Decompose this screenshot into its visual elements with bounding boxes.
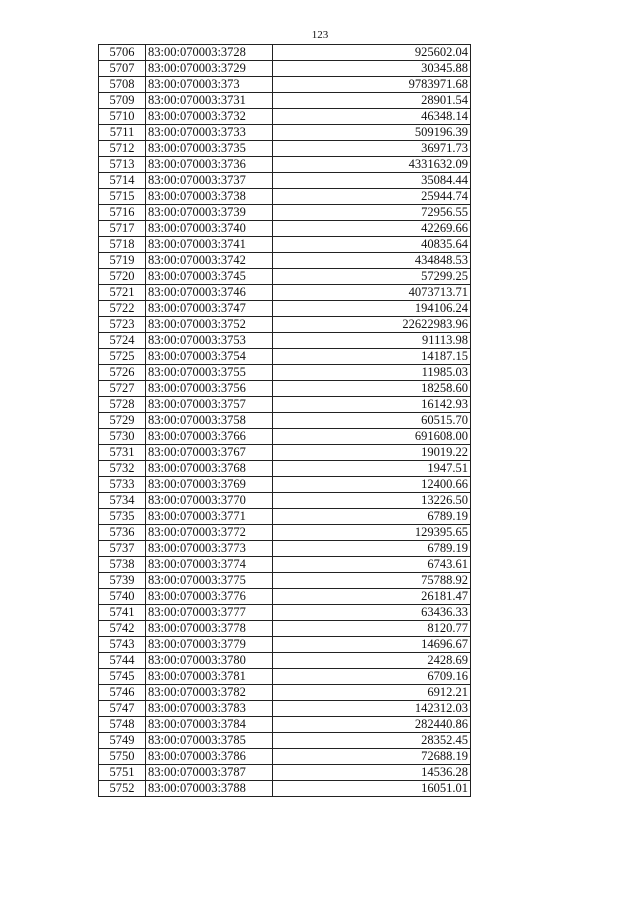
value-cell: 1947.51 <box>273 461 471 477</box>
table-row <box>99 525 471 541</box>
value-cell: 142312.03 <box>273 701 471 717</box>
row-number-cell: 5714 <box>99 173 146 189</box>
table-row <box>99 445 471 461</box>
row-number-cell: 5728 <box>99 397 146 413</box>
row-number-cell: 5748 <box>99 717 146 733</box>
table-row <box>99 397 471 413</box>
value-cell: 14696.67 <box>273 637 471 653</box>
row-number-cell: 5711 <box>99 125 146 141</box>
table-row <box>99 173 471 189</box>
row-number-cell: 5737 <box>99 541 146 557</box>
row-number-cell: 5726 <box>99 365 146 381</box>
value-cell: 16051.01 <box>273 781 471 797</box>
value-cell: 9783971.68 <box>273 77 471 93</box>
row-number-cell: 5749 <box>99 733 146 749</box>
cadastral-number-cell: 83:00:070003:3786 <box>146 749 273 765</box>
row-number-cell: 5743 <box>99 637 146 653</box>
table-row <box>99 221 471 237</box>
cadastral-number-cell: 83:00:070003:3757 <box>146 397 273 413</box>
value-cell: 6743.61 <box>273 557 471 573</box>
cadastral-number-cell: 83:00:070003:3777 <box>146 605 273 621</box>
table-row <box>99 365 471 381</box>
value-cell: 30345.88 <box>273 61 471 77</box>
cadastral-number-cell: 83:00:070003:3775 <box>146 573 273 589</box>
row-number-cell: 5750 <box>99 749 146 765</box>
cadastral-number-cell: 83:00:070003:3729 <box>146 61 273 77</box>
cadastral-number-cell: 83:00:070003:3784 <box>146 717 273 733</box>
value-cell: 6912.21 <box>273 685 471 701</box>
cadastral-number-cell: 83:00:070003:3736 <box>146 157 273 173</box>
value-cell: 60515.70 <box>273 413 471 429</box>
row-number-cell: 5738 <box>99 557 146 573</box>
cadastral-number-cell: 83:00:070003:3787 <box>146 765 273 781</box>
table-row <box>99 253 471 269</box>
table-row <box>99 749 471 765</box>
row-number-cell: 5735 <box>99 509 146 525</box>
row-number-cell: 5742 <box>99 621 146 637</box>
row-number-cell: 5719 <box>99 253 146 269</box>
cadastral-number-cell: 83:00:070003:3767 <box>146 445 273 461</box>
table-row <box>99 285 471 301</box>
cadastral-number-cell: 83:00:070003:3747 <box>146 301 273 317</box>
cadastral-number-cell: 83:00:070003:3783 <box>146 701 273 717</box>
value-cell: 434848.53 <box>273 253 471 269</box>
cadastral-number-cell: 83:00:070003:3738 <box>146 189 273 205</box>
table-row <box>99 109 471 125</box>
table-row <box>99 477 471 493</box>
table-row <box>99 509 471 525</box>
table-row <box>99 125 471 141</box>
row-number-cell: 5734 <box>99 493 146 509</box>
value-cell: 691608.00 <box>273 429 471 445</box>
cadastral-number-cell: 83:00:070003:3745 <box>146 269 273 285</box>
table-row <box>99 333 471 349</box>
cadastral-number-cell: 83:00:070003:3752 <box>146 317 273 333</box>
row-number-cell: 5716 <box>99 205 146 221</box>
cadastral-number-cell: 83:00:070003:3782 <box>146 685 273 701</box>
row-number-cell: 5712 <box>99 141 146 157</box>
cadastral-value-table <box>98 44 471 797</box>
row-number-cell: 5740 <box>99 589 146 605</box>
row-number-cell: 5741 <box>99 605 146 621</box>
row-number-cell: 5732 <box>99 461 146 477</box>
table-row <box>99 317 471 333</box>
cadastral-number-cell: 83:00:070003:3754 <box>146 349 273 365</box>
cadastral-number-cell: 83:00:070003:3788 <box>146 781 273 797</box>
table-row <box>99 493 471 509</box>
table-row <box>99 77 471 93</box>
table-row <box>99 301 471 317</box>
table-row <box>99 93 471 109</box>
table-row <box>99 605 471 621</box>
row-number-cell: 5722 <box>99 301 146 317</box>
cadastral-number-cell: 83:00:070003:3771 <box>146 509 273 525</box>
value-cell: 16142.93 <box>273 397 471 413</box>
table-row <box>99 45 471 61</box>
value-cell: 26181.47 <box>273 589 471 605</box>
row-number-cell: 5713 <box>99 157 146 173</box>
row-number-cell: 5709 <box>99 93 146 109</box>
table-row <box>99 269 471 285</box>
value-cell: 25944.74 <box>273 189 471 205</box>
cadastral-number-cell: 83:00:070003:3756 <box>146 381 273 397</box>
value-cell: 6709.16 <box>273 669 471 685</box>
cadastral-number-cell: 83:00:070003:3773 <box>146 541 273 557</box>
row-number-cell: 5745 <box>99 669 146 685</box>
cadastral-number-cell: 83:00:070003:3770 <box>146 493 273 509</box>
value-cell: 46348.14 <box>273 109 471 125</box>
value-cell: 13226.50 <box>273 493 471 509</box>
table-row <box>99 701 471 717</box>
value-cell: 14536.28 <box>273 765 471 781</box>
value-cell: 72956.55 <box>273 205 471 221</box>
table-row <box>99 237 471 253</box>
cadastral-number-cell: 83:00:070003:3768 <box>146 461 273 477</box>
row-number-cell: 5731 <box>99 445 146 461</box>
cadastral-number-cell: 83:00:070003:3731 <box>146 93 273 109</box>
value-cell: 18258.60 <box>273 381 471 397</box>
cadastral-number-cell: 83:00:070003:3772 <box>146 525 273 541</box>
value-cell: 12400.66 <box>273 477 471 493</box>
table-row <box>99 61 471 77</box>
table-row <box>99 461 471 477</box>
cadastral-number-cell: 83:00:070003:3776 <box>146 589 273 605</box>
cadastral-number-cell: 83:00:070003:3769 <box>146 477 273 493</box>
cadastral-number-cell: 83:00:070003:3742 <box>146 253 273 269</box>
value-cell: 194106.24 <box>273 301 471 317</box>
table-row <box>99 765 471 781</box>
value-cell: 75788.92 <box>273 573 471 589</box>
value-cell: 11985.03 <box>273 365 471 381</box>
row-number-cell: 5752 <box>99 781 146 797</box>
table-body <box>99 45 471 797</box>
table-row <box>99 349 471 365</box>
value-cell: 4331632.09 <box>273 157 471 173</box>
row-number-cell: 5723 <box>99 317 146 333</box>
value-cell: 42269.66 <box>273 221 471 237</box>
row-number-cell: 5717 <box>99 221 146 237</box>
value-cell: 282440.86 <box>273 717 471 733</box>
cadastral-number-cell: 83:00:070003:3741 <box>146 237 273 253</box>
value-cell: 28352.45 <box>273 733 471 749</box>
row-number-cell: 5715 <box>99 189 146 205</box>
row-number-cell: 5733 <box>99 477 146 493</box>
value-cell: 8120.77 <box>273 621 471 637</box>
value-cell: 35084.44 <box>273 173 471 189</box>
row-number-cell: 5710 <box>99 109 146 125</box>
value-cell: 14187.15 <box>273 349 471 365</box>
cadastral-number-cell: 83:00:070003:3733 <box>146 125 273 141</box>
value-cell: 36971.73 <box>273 141 471 157</box>
table-row <box>99 189 471 205</box>
cadastral-number-cell: 83:00:070003:3739 <box>146 205 273 221</box>
page-number: 123 <box>311 29 329 41</box>
cadastral-number-cell: 83:00:070003:3735 <box>146 141 273 157</box>
cadastral-number-cell: 83:00:070003:3780 <box>146 653 273 669</box>
row-number-cell: 5725 <box>99 349 146 365</box>
table-row <box>99 541 471 557</box>
cadastral-number-cell: 83:00:070003:3774 <box>146 557 273 573</box>
row-number-cell: 5707 <box>99 61 146 77</box>
value-cell: 4073713.71 <box>273 285 471 301</box>
value-cell: 509196.39 <box>273 125 471 141</box>
row-number-cell: 5721 <box>99 285 146 301</box>
cadastral-number-cell: 83:00:070003:3758 <box>146 413 273 429</box>
table-row <box>99 717 471 733</box>
table-row <box>99 733 471 749</box>
table-row <box>99 621 471 637</box>
table-row <box>99 429 471 445</box>
cadastral-number-cell: 83:00:070003:3778 <box>146 621 273 637</box>
table-row <box>99 669 471 685</box>
table-row <box>99 781 471 797</box>
value-cell: 6789.19 <box>273 541 471 557</box>
table-row <box>99 685 471 701</box>
row-number-cell: 5708 <box>99 77 146 93</box>
table-row <box>99 637 471 653</box>
value-cell: 22622983.96 <box>273 317 471 333</box>
row-number-cell: 5730 <box>99 429 146 445</box>
cadastral-number-cell: 83:00:070003:373 <box>146 77 273 93</box>
cadastral-number-cell: 83:00:070003:3753 <box>146 333 273 349</box>
row-number-cell: 5751 <box>99 765 146 781</box>
cadastral-number-cell: 83:00:070003:3746 <box>146 285 273 301</box>
row-number-cell: 5739 <box>99 573 146 589</box>
table-row <box>99 573 471 589</box>
value-cell: 129395.65 <box>273 525 471 541</box>
cadastral-number-cell: 83:00:070003:3779 <box>146 637 273 653</box>
cadastral-number-cell: 83:00:070003:3785 <box>146 733 273 749</box>
value-cell: 63436.33 <box>273 605 471 621</box>
table-row <box>99 413 471 429</box>
cadastral-number-cell: 83:00:070003:3766 <box>146 429 273 445</box>
value-cell: 2428.69 <box>273 653 471 669</box>
cadastral-number-cell: 83:00:070003:3732 <box>146 109 273 125</box>
row-number-cell: 5724 <box>99 333 146 349</box>
table-row <box>99 653 471 669</box>
row-number-cell: 5727 <box>99 381 146 397</box>
cadastral-number-cell: 83:00:070003:3755 <box>146 365 273 381</box>
value-cell: 28901.54 <box>273 93 471 109</box>
table-row <box>99 589 471 605</box>
value-cell: 6789.19 <box>273 509 471 525</box>
row-number-cell: 5736 <box>99 525 146 541</box>
value-cell: 40835.64 <box>273 237 471 253</box>
row-number-cell: 5744 <box>99 653 146 669</box>
value-cell: 19019.22 <box>273 445 471 461</box>
table-row <box>99 157 471 173</box>
row-number-cell: 5720 <box>99 269 146 285</box>
row-number-cell: 5747 <box>99 701 146 717</box>
cadastral-number-cell: 83:00:070003:3737 <box>146 173 273 189</box>
row-number-cell: 5706 <box>99 45 146 61</box>
table-row <box>99 557 471 573</box>
value-cell: 925602.04 <box>273 45 471 61</box>
table-row <box>99 141 471 157</box>
row-number-cell: 5746 <box>99 685 146 701</box>
value-cell: 57299.25 <box>273 269 471 285</box>
cadastral-number-cell: 83:00:070003:3781 <box>146 669 273 685</box>
table-row <box>99 205 471 221</box>
cadastral-number-cell: 83:00:070003:3740 <box>146 221 273 237</box>
row-number-cell: 5718 <box>99 237 146 253</box>
value-cell: 91113.98 <box>273 333 471 349</box>
value-cell: 72688.19 <box>273 749 471 765</box>
cadastral-number-cell: 83:00:070003:3728 <box>146 45 273 61</box>
row-number-cell: 5729 <box>99 413 146 429</box>
table-row <box>99 381 471 397</box>
